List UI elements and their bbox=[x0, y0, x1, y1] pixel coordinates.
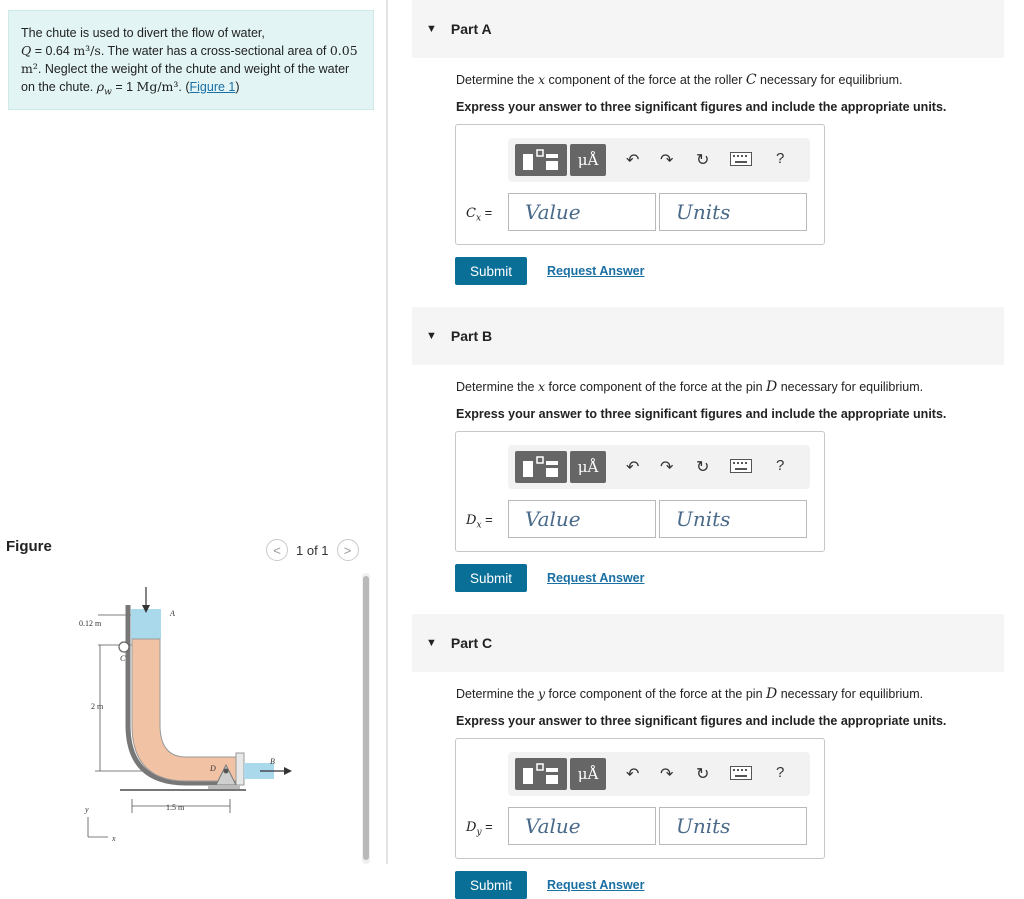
templates-icon bbox=[515, 758, 567, 790]
submit-button[interactable]: Submit bbox=[455, 871, 527, 899]
variable-symbol: D bbox=[466, 513, 477, 528]
part-instructions: Express your answer to three significant figures and include the appropriate units. bbox=[456, 714, 947, 728]
question-text: necessary for equilibrium. bbox=[756, 73, 903, 87]
problem-statement bbox=[8, 10, 374, 110]
density-symbol: ρ bbox=[96, 79, 105, 94]
templates-button[interactable] bbox=[515, 451, 567, 483]
problem-text: The chute is used to divert the flow of water, bbox=[21, 26, 265, 40]
problem-text: . The water has a cross-sectional area of bbox=[100, 44, 330, 58]
collapse-caret-icon[interactable]: ▼ bbox=[426, 330, 437, 342]
redo-icon[interactable]: ↷ bbox=[660, 152, 674, 169]
height-label: 2 m bbox=[91, 702, 104, 711]
keyboard-icon[interactable] bbox=[730, 459, 752, 473]
figure-navigation bbox=[266, 539, 359, 561]
part-question bbox=[456, 686, 1004, 702]
left-column bbox=[0, 0, 388, 864]
units-symbol-button[interactable]: μÅ bbox=[570, 451, 606, 483]
question-variable: y bbox=[537, 686, 546, 701]
point-b-label: B bbox=[270, 757, 275, 766]
undo-icon[interactable]: ↶ bbox=[626, 766, 640, 783]
variable-subscript: y bbox=[476, 827, 482, 838]
part-question bbox=[456, 72, 1004, 88]
undo-icon[interactable]: ↶ bbox=[626, 459, 640, 476]
units-symbol-button[interactable]: μÅ bbox=[570, 144, 606, 176]
templates-button[interactable] bbox=[515, 758, 567, 790]
x-axis-label: x bbox=[112, 834, 116, 843]
part-header[interactable] bbox=[412, 307, 1004, 365]
chute-figure bbox=[60, 585, 360, 855]
answer-box bbox=[455, 431, 825, 552]
part-instructions: Express your answer to three significant figures and include the appropriate units. bbox=[456, 407, 947, 421]
problem-text: . Neglect the weight of the chute and weight of the water on the chute. bbox=[21, 62, 350, 94]
undo-icon[interactable]: ↶ bbox=[626, 152, 640, 169]
question-text: force component of the force at the pin bbox=[545, 687, 767, 701]
answer-box bbox=[455, 738, 825, 859]
help-icon[interactable]: ? bbox=[776, 457, 785, 474]
density-unit: Mg/m³ bbox=[136, 79, 179, 94]
variable-subscript: x bbox=[476, 520, 482, 531]
flow-unit: m³/s bbox=[73, 43, 101, 58]
part-actions bbox=[455, 257, 1004, 285]
collapse-caret-icon[interactable]: ▼ bbox=[426, 23, 437, 35]
answer-toolbar bbox=[508, 445, 810, 489]
part-actions bbox=[455, 564, 1004, 592]
part-title: Part C bbox=[450, 635, 493, 651]
question-text: Determine the bbox=[456, 687, 538, 701]
redo-icon[interactable]: ↷ bbox=[660, 766, 674, 783]
request-answer-link[interactable]: Request Answer bbox=[547, 878, 645, 892]
value-input[interactable]: Value bbox=[508, 807, 656, 845]
help-icon[interactable]: ? bbox=[776, 764, 785, 781]
part-title: Part A bbox=[450, 21, 492, 37]
flow-symbol: Q bbox=[21, 43, 32, 58]
variable-label bbox=[466, 205, 492, 224]
answer-toolbar bbox=[508, 138, 810, 182]
keyboard-icon[interactable] bbox=[730, 766, 752, 780]
part-section-c bbox=[412, 614, 1004, 899]
figure-scrollbar-thumb[interactable] bbox=[363, 576, 369, 860]
part-header[interactable] bbox=[412, 0, 1004, 58]
part-title: Part B bbox=[450, 328, 493, 344]
question-variable: x bbox=[537, 72, 546, 87]
point-d-label: D bbox=[210, 764, 216, 773]
part-section-b bbox=[412, 307, 1004, 592]
units-input[interactable]: Units bbox=[659, 500, 807, 538]
question-text: Determine the bbox=[456, 73, 538, 87]
value-input[interactable]: Value bbox=[508, 500, 656, 538]
problem-text: . ( bbox=[178, 80, 190, 94]
reset-icon[interactable]: ↻ bbox=[696, 152, 710, 169]
question-point: C bbox=[745, 72, 757, 88]
templates-button[interactable] bbox=[515, 144, 567, 176]
question-point: D bbox=[766, 686, 778, 702]
variable-symbol: C bbox=[466, 206, 476, 221]
question-text: force component of the force at the pin bbox=[545, 380, 767, 394]
reset-icon[interactable]: ↻ bbox=[696, 766, 710, 783]
question-text: necessary for equilibrium. bbox=[777, 687, 924, 701]
point-a-label: A bbox=[170, 609, 175, 618]
area-value: 0.05 m² bbox=[21, 43, 358, 76]
collapse-caret-icon[interactable]: ▼ bbox=[426, 637, 437, 649]
variable-label bbox=[466, 819, 493, 838]
keyboard-icon[interactable] bbox=[730, 152, 752, 166]
next-figure-button[interactable]: > bbox=[337, 539, 359, 561]
units-symbol-button[interactable]: μÅ bbox=[570, 758, 606, 790]
part-question bbox=[456, 379, 1004, 395]
problem-text: ) bbox=[235, 80, 240, 94]
point-c-label: C bbox=[120, 654, 126, 663]
density-equals: = 1 bbox=[111, 80, 137, 94]
units-input[interactable]: Units bbox=[659, 193, 807, 231]
y-axis-label: y bbox=[85, 805, 89, 814]
column-divider bbox=[386, 0, 388, 864]
reset-icon[interactable]: ↻ bbox=[696, 459, 710, 476]
variable-equals: = bbox=[481, 205, 493, 220]
figure-counter: 1 of 1 bbox=[296, 542, 329, 558]
answer-box bbox=[455, 124, 825, 245]
question-variable: x bbox=[537, 379, 546, 394]
question-text: Determine the bbox=[456, 380, 538, 394]
question-text: necessary for equilibrium. bbox=[777, 380, 924, 394]
length-label: 1.5 m bbox=[166, 803, 185, 812]
part-section-a bbox=[412, 0, 1004, 285]
submit-button[interactable]: Submit bbox=[455, 564, 527, 592]
templates-icon bbox=[515, 451, 567, 483]
density-subscript: w bbox=[104, 87, 112, 98]
variable-label bbox=[466, 512, 493, 531]
part-header[interactable] bbox=[412, 614, 1004, 672]
units-input[interactable]: Units bbox=[659, 807, 807, 845]
submit-button[interactable]: Submit bbox=[455, 257, 527, 285]
request-answer-link[interactable]: Request Answer bbox=[547, 264, 645, 278]
flow-equals: = 0.64 bbox=[31, 44, 74, 58]
variable-subscript: x bbox=[475, 213, 482, 224]
request-answer-link[interactable]: Request Answer bbox=[547, 571, 645, 585]
question-point: D bbox=[766, 379, 778, 395]
figure-link[interactable]: Figure 1 bbox=[189, 80, 236, 94]
help-icon[interactable]: ? bbox=[776, 150, 785, 167]
value-input[interactable]: Value bbox=[508, 193, 656, 231]
figure-title: Figure bbox=[6, 538, 52, 555]
variable-equals: = bbox=[481, 819, 493, 834]
part-actions bbox=[455, 871, 1004, 899]
prev-figure-button[interactable]: < bbox=[266, 539, 288, 561]
redo-icon[interactable]: ↷ bbox=[660, 459, 674, 476]
templates-icon bbox=[515, 144, 567, 176]
answer-toolbar bbox=[508, 752, 810, 796]
variable-symbol: D bbox=[466, 820, 477, 835]
part-instructions: Express your answer to three significant figures and include the appropriate units. bbox=[456, 100, 947, 114]
width-label: 0.12 m bbox=[79, 619, 102, 628]
variable-equals: = bbox=[481, 512, 493, 527]
question-text: component of the force at the roller bbox=[545, 73, 746, 87]
